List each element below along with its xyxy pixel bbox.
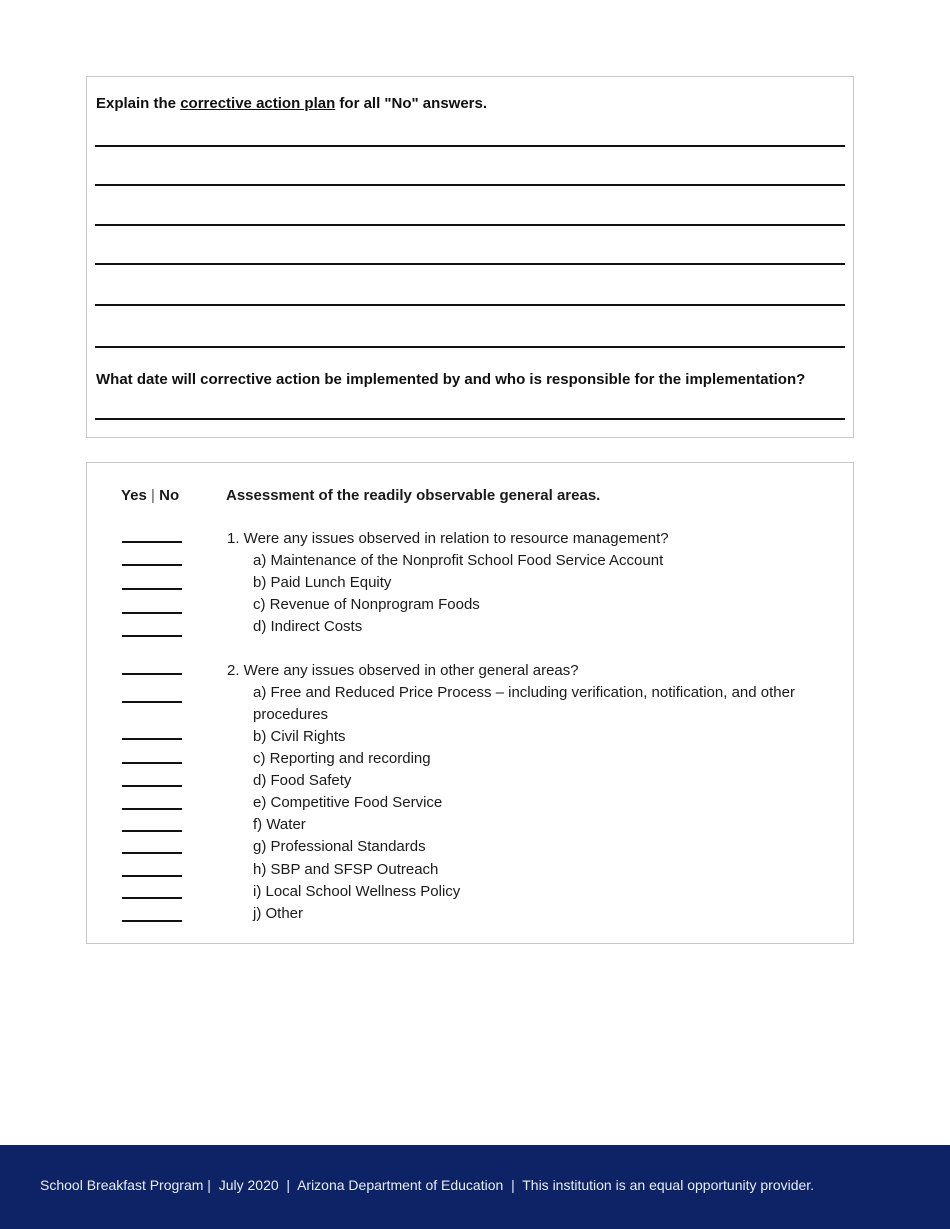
- list-item: d) Indirect Costs: [253, 618, 363, 635]
- answer-blank[interactable]: [122, 635, 182, 637]
- answer-line-4[interactable]: [95, 263, 845, 265]
- answer-blank[interactable]: [122, 920, 182, 922]
- question-1: 1. Were any issues observed in relation to resource management?: [227, 530, 669, 547]
- list-item: h) SBP and SFSP Outreach: [253, 861, 439, 878]
- list-item: c) Revenue of Nonprogram Foods: [253, 596, 480, 613]
- yes-no-separator: |: [151, 487, 155, 504]
- answer-blank[interactable]: [122, 588, 182, 590]
- yes-no-header: [121, 487, 179, 504]
- answer-blank[interactable]: [122, 875, 182, 877]
- list-item: b) Civil Rights: [253, 728, 346, 745]
- answer-blank[interactable]: [122, 564, 182, 566]
- answer-line-2[interactable]: [95, 184, 845, 186]
- assessment-heading: Assessment of the readily observable general areas.: [226, 487, 601, 504]
- answer-blank[interactable]: [122, 785, 182, 787]
- list-item: g) Professional Standards: [253, 838, 426, 855]
- list-item: a) Free and Reduced Price Process – including verification, notification, and other: [253, 684, 795, 701]
- answer-blank[interactable]: [122, 701, 182, 703]
- answer-blank[interactable]: [122, 541, 182, 543]
- no-label: No: [159, 487, 180, 504]
- answer-blank[interactable]: [122, 738, 182, 740]
- list-item: d) Food Safety: [253, 772, 352, 789]
- answer-blank[interactable]: [122, 852, 182, 854]
- question-suffix: for all "No" answers.: [335, 95, 488, 112]
- footer-bar: [0, 1145, 950, 1229]
- list-item: j) Other: [253, 905, 304, 922]
- answer-blank[interactable]: [122, 897, 182, 899]
- answer-blank[interactable]: [122, 830, 182, 832]
- list-item-continuation: procedures: [253, 706, 329, 723]
- answer-blank[interactable]: [122, 762, 182, 764]
- corrective-action-plan-link[interactable]: corrective action plan: [180, 95, 336, 112]
- list-item: f) Water: [253, 816, 306, 833]
- implementation-answer-line[interactable]: [95, 418, 845, 420]
- answer-blank[interactable]: [122, 612, 182, 614]
- yes-label: Yes: [121, 487, 147, 504]
- answer-line-3[interactable]: [95, 224, 845, 226]
- list-item: c) Reporting and recording: [253, 750, 431, 767]
- list-item: i) Local School Wellness Policy: [253, 883, 461, 900]
- answer-blank[interactable]: [122, 808, 182, 810]
- assessment-box: [86, 462, 854, 944]
- footer-text: School Breakfast Program | July 2020 | Arizona Department of Education | This institution is an equal opportunity provider.: [40, 1177, 815, 1193]
- list-item: b) Paid Lunch Equity: [253, 574, 392, 591]
- answer-line-1[interactable]: [95, 145, 845, 147]
- question-2: 2. Were any issues observed in other general areas?: [227, 662, 579, 679]
- list-item: a) Maintenance of the Nonprofit School Food Service Account: [253, 552, 664, 569]
- implementation-date-question: What date will corrective action be implemented by and who is responsible for the implementation?: [96, 371, 806, 388]
- answer-line-6[interactable]: [95, 346, 845, 348]
- corrective-action-box: [86, 76, 854, 438]
- answer-line-5[interactable]: [95, 304, 845, 306]
- answer-blank[interactable]: [122, 673, 182, 675]
- corrective-action-question: [96, 95, 487, 112]
- list-item: e) Competitive Food Service: [253, 794, 443, 811]
- question-prefix: Explain the: [96, 95, 181, 112]
